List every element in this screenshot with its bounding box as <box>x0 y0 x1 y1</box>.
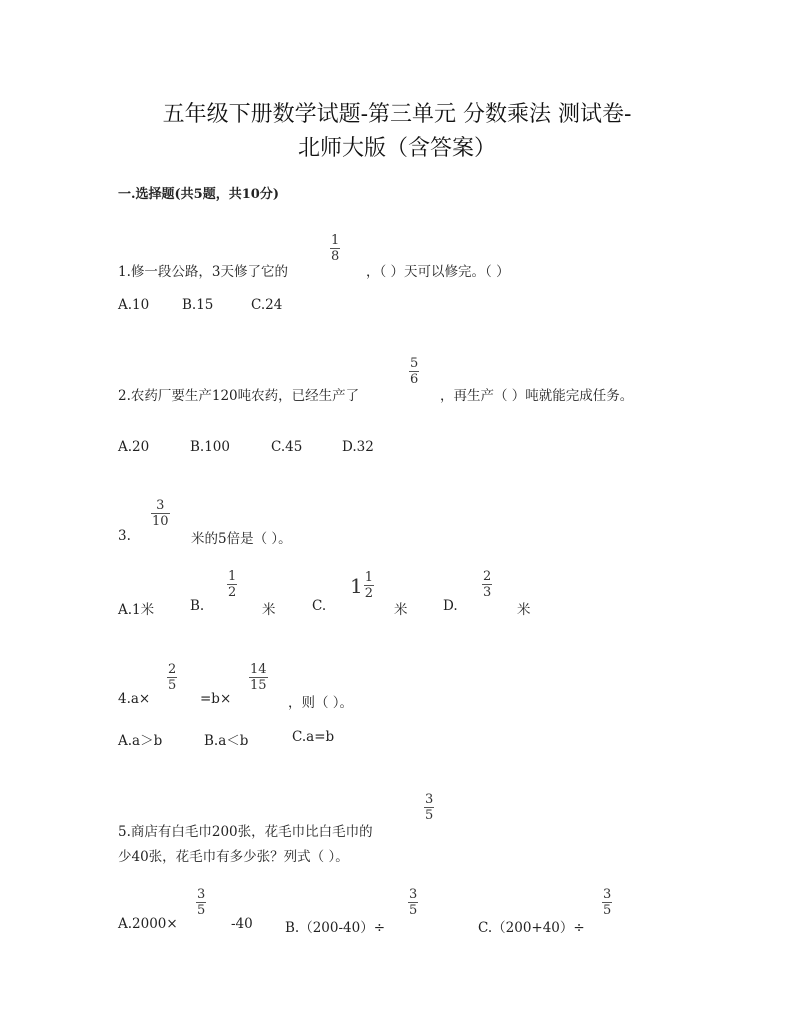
page-title-line-2: 北师大版（含答案） <box>297 136 496 161</box>
q5-option-a[interactable]: A.2000× <box>118 916 178 932</box>
q3-option-b[interactable]: B. <box>190 598 205 614</box>
q1-option-a[interactable]: A.10 <box>118 297 150 313</box>
q5-a-frac-den: 5 <box>197 903 206 918</box>
q1-fraction <box>330 233 340 264</box>
q3-option-c-fraction <box>364 570 374 601</box>
q3-option-a[interactable]: A.1米 <box>118 602 155 618</box>
q5-a-frac-num: 3 <box>197 887 206 902</box>
q4-frac1-den: 5 <box>168 678 177 693</box>
q3-option-b-unit: 米 <box>262 602 276 618</box>
q5-c-frac-den: 5 <box>603 903 612 918</box>
q3-frac-den: 10 <box>152 514 169 529</box>
q5-frac-den: 5 <box>425 808 434 823</box>
q2-frac-num: 5 <box>410 356 419 371</box>
q3-d-frac-den: 3 <box>483 585 492 600</box>
q2-suffix: ，再生产（ ）吨就能完成任务。 <box>440 388 634 404</box>
q5-fraction <box>424 792 434 823</box>
q2-option-b[interactable]: B.100 <box>190 439 230 455</box>
q4-frac2-num: 14 <box>250 662 267 677</box>
q4-fraction-2 <box>249 662 268 693</box>
q5-b-frac-den: 5 <box>409 903 418 918</box>
q3-option-c-unit: 米 <box>394 602 408 618</box>
q5-frac-num: 3 <box>425 792 434 807</box>
q5-b-frac-num: 3 <box>409 887 418 902</box>
q1-prefix: 1.修一段公路，3天修了它的 <box>118 264 288 280</box>
q1-frac-den: 8 <box>331 249 340 264</box>
q4-fraction-1 <box>167 662 177 693</box>
q3-option-b-fraction <box>227 569 237 600</box>
page-title-line-1: 五年级下册数学试题-第三单元 分数乘法 测试卷- <box>162 102 632 127</box>
q3-c-whole: 1 <box>350 573 363 598</box>
q5-option-a-tail: -40 <box>231 916 253 932</box>
q3-b-frac-den: 2 <box>228 585 237 600</box>
q5-option-a-fraction <box>196 887 206 918</box>
q1-suffix: ，（ ）天可以修完。（ ） <box>366 264 510 280</box>
q4-frac2-den: 15 <box>250 678 267 693</box>
q5-line-2: 少40张，花毛巾有多少张？列式（ ）。 <box>118 849 349 865</box>
q4-frac1-num: 2 <box>168 662 177 677</box>
q2-fraction <box>409 356 419 387</box>
q3-c-frac-num: 1 <box>364 570 374 585</box>
q5-option-c-fraction <box>602 887 612 918</box>
q3-option-d-fraction <box>482 569 492 600</box>
q4-option-b[interactable]: B.a＜b <box>204 733 249 749</box>
q2-option-d[interactable]: D.32 <box>342 439 374 455</box>
q1-option-c[interactable]: C.24 <box>251 297 283 313</box>
q3-prefix: 3. <box>118 528 131 544</box>
q5-option-c[interactable]: C.（200+40）÷ <box>478 920 585 936</box>
q2-frac-den: 6 <box>410 372 419 387</box>
q5-option-b[interactable]: B.（200-40）÷ <box>285 920 386 936</box>
q3-option-c-mixed-number <box>350 570 374 601</box>
q2-prefix: 2.农药厂要生产120吨农药，已经生产了 <box>118 388 360 404</box>
q3-option-d-unit: 米 <box>517 602 531 618</box>
q3-option-c[interactable]: C. <box>312 598 327 614</box>
q1-option-b[interactable]: B.15 <box>182 297 214 313</box>
q3-fraction <box>151 498 170 529</box>
q4-option-a[interactable]: A.a＞b <box>118 733 163 749</box>
q3-suffix: 米的5倍是（ ）。 <box>191 531 292 547</box>
q4-middle: =b× <box>200 691 232 707</box>
q3-frac-num: 3 <box>156 498 165 513</box>
q4-suffix: ，则（ ）。 <box>288 695 354 711</box>
q4-option-c[interactable]: C.a=b <box>292 729 335 745</box>
q1-frac-num: 1 <box>331 233 340 248</box>
q3-b-frac-num: 1 <box>228 569 237 584</box>
q2-option-a[interactable]: A.20 <box>118 439 150 455</box>
q2-option-c[interactable]: C.45 <box>271 439 303 455</box>
q5-line-1: 5.商店有白毛巾200张，花毛巾比白毛巾的 <box>118 824 373 840</box>
q3-option-d[interactable]: D. <box>443 598 458 614</box>
q5-option-b-fraction <box>408 887 418 918</box>
q3-c-frac-den: 2 <box>364 586 374 601</box>
q3-d-frac-num: 2 <box>483 569 492 584</box>
q5-c-frac-num: 3 <box>603 887 612 902</box>
section-heading: 一.选择题(共5题，共10分) <box>118 187 279 202</box>
q4-prefix: 4.a× <box>118 691 151 707</box>
